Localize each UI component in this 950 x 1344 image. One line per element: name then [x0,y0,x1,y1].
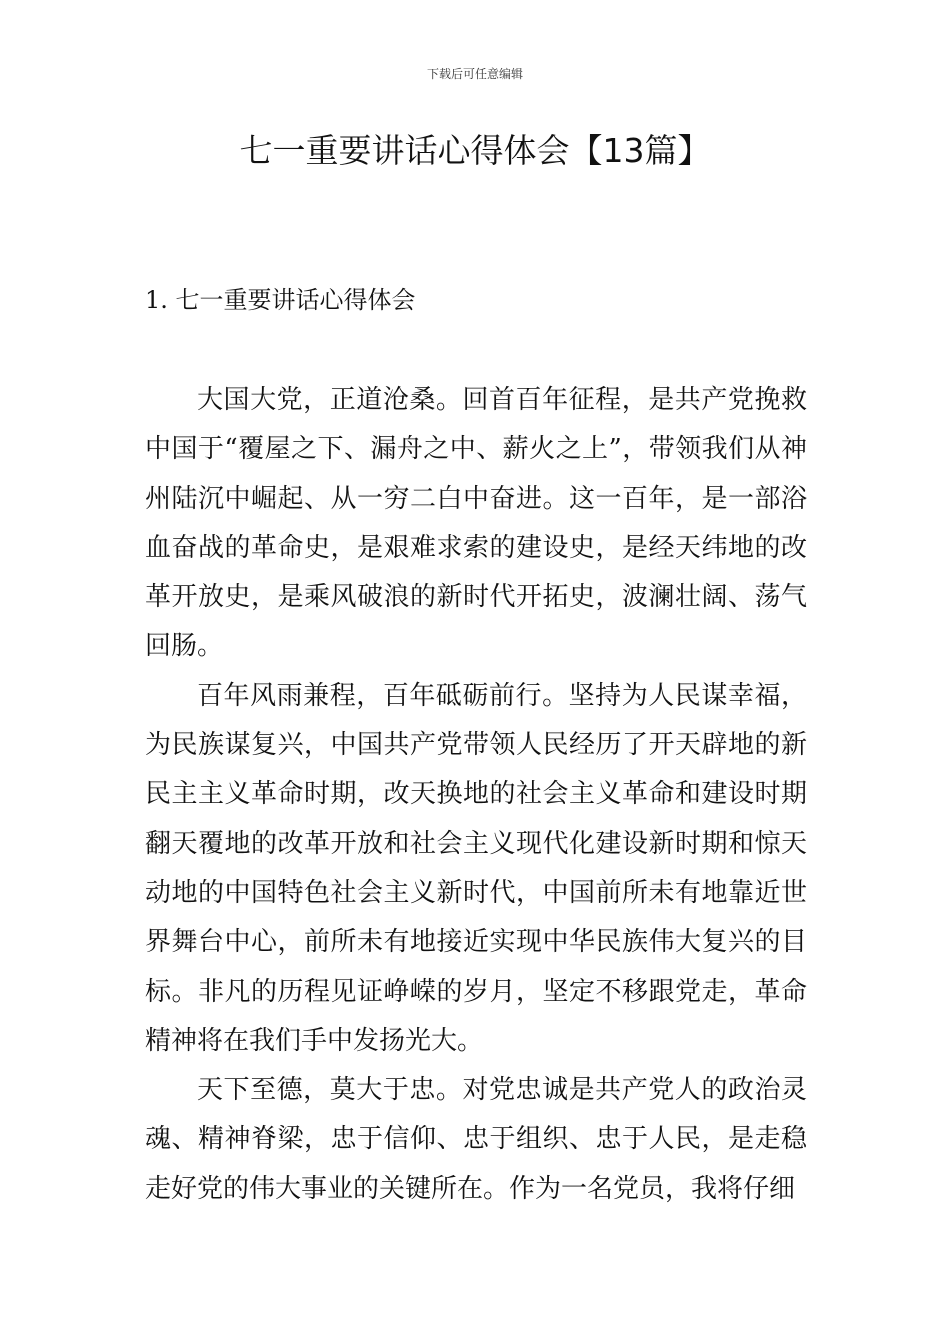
body-text [145,376,807,1214]
paragraph-2: 百年风雨兼程，百年砥砺前行。坚持为人民谋幸福，为民族谋复兴，中国共产党带领人民经历了开天辟地的新民主主义革命时期，改天换地的社会主义革命和建设时期翻天覆地的改革开放和社会主义现代化建设新时期和惊天动地的中国特色社会主义新时代，中国前所未有地靠近世界舞台中心，前所未有地接近实现中华民族伟大复兴的目标。非凡的历程见证峥嵘的岁月，坚定不移跟党走，革命精神将在我们手中发扬光大。 [145,680,807,1056]
header-note: 下载后可任意编辑 [426,67,523,81]
document-title: 七一重要讲话心得体会【13篇】 [239,131,711,170]
paragraph-3: 天下至德，莫大于忠。对党忠诚是共产党人的政治灵魂、精神脊梁，忠于信仰、忠于组织、忠于人民，是走稳走好党的伟大事业的关键所在。作为一名党员，我将仔细 [145,1075,807,1204]
section-heading: 1. 七一重要讲话心得体会 [145,286,416,314]
paragraph-1: 大国大党，正道沧桑。回首百年征程，是共产党挽救中国于“覆屋之下、漏舟之中、薪火之上”，带领我们从神州陆沉中崛起、从一穷二白中奋进。这一百年，是一部浴血奋战的革命史，是艰难求索的建设史，是经天纬地的改革开放史，是乘风破浪的新时代开拓史，波澜壮阔、荡气回肠。 [145,385,807,662]
